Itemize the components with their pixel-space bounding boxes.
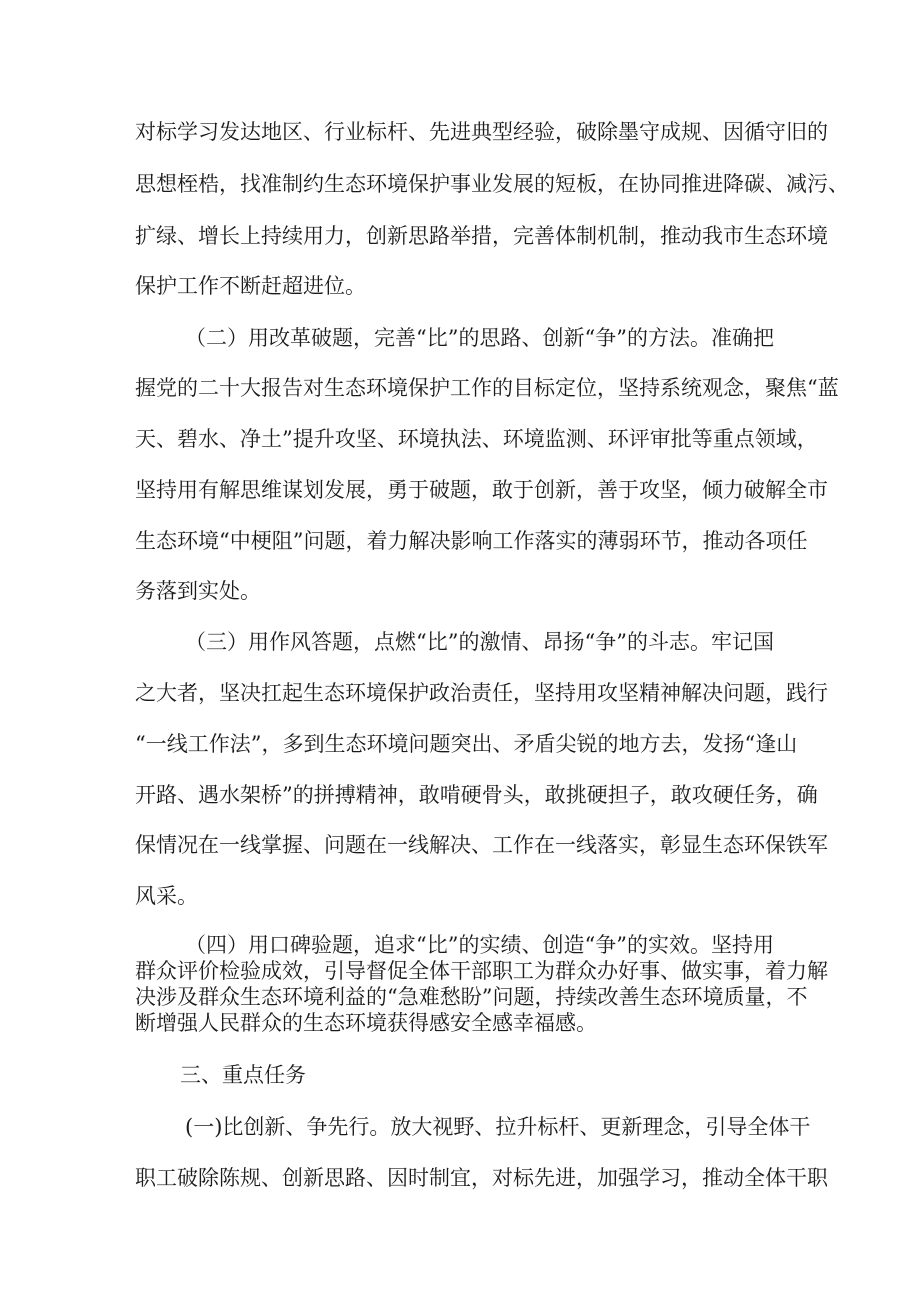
paragraph-line: 职工破除陈规、创新思路、因时制宜，对标先进，加强学习，推动全体干职: [135, 1166, 828, 1190]
paragraph-line: 坚持用有解思维谋划发展，勇于破题，敢于创新，善于攻坚，倾力破解全市: [135, 478, 828, 502]
section-heading: 三、重点任务: [180, 1063, 306, 1087]
paragraph-line: 之大者，坚决扛起生态环境保护政治责任，坚持用攻坚精神解决问题，践行: [135, 681, 828, 705]
paragraph-line: 思想桎梏，找准制约生态环境保护事业发展的短板，在协同推进降碳、减污、: [135, 172, 849, 196]
paragraph-line: （三）用作风答题，点燃“比”的激情、昂扬“争”的斗志。牢记国: [185, 630, 774, 654]
paragraph-line: 开路、遇水架桥”的拼搏精神，敢啃硬骨头，敢挑硬担子，敢攻硬任务，确: [135, 783, 818, 807]
paragraph-line: 扩绿、增长上持续用力，创新思路举措，完善体制机制，推动我市生态环境: [135, 224, 828, 248]
paragraph-line: 保情况在一线掌握、问题在一线解决、工作在一线落实，彰显生态环保铁军: [135, 833, 828, 857]
paragraph-line: 握党的二十大报告对生态环境保护工作的目标定位，坚持系统观念，聚焦“蓝: [135, 376, 839, 400]
paragraph-line: (一)比创新、争先行。放大视野、拉升标杆、更新理念，引导全体干: [185, 1115, 811, 1139]
paragraph-line: （四）用口碑验题，追求“比”的实绩、创造“争”的实效。坚持用: [185, 933, 774, 957]
paragraph-line: 务落到实处。: [135, 579, 261, 603]
paragraph-line: 决涉及群众生态环境利益的“急难愁盼”问题，持续改善生态环境质量，不: [135, 985, 808, 1009]
paragraph-line: 断增强人民群众的生态环境获得感安全感幸福感。: [135, 1011, 597, 1035]
paragraph-line: （二）用改革破题，完善“比”的思路、创新“争”的方法。准确把: [185, 326, 774, 350]
paragraph-line: 风采。: [135, 884, 198, 908]
paragraph-line: 生态环境“中梗阻”问题，着力解决影响工作落实的薄弱环节，推动各项任: [135, 529, 808, 553]
paragraph-line: 对标学习发达地区、行业标杆、先进典型经验，破除墨守成规、因循守旧的: [135, 120, 828, 144]
paragraph-line: 保护工作不断赶超进位。: [135, 274, 366, 298]
paragraph-line: 群众评价检验成效，引导督促全体干部职工为群众办好事、做实事，着力解: [135, 959, 828, 983]
paragraph-line: “一线工作法”，多到生态环境问题突出、矛盾尖锐的地方去，发扬“逢山: [135, 732, 798, 756]
paragraph-line: 天、碧水、净土”提升攻坚、环境执法、环境监测、环评审批等重点领域，: [135, 427, 818, 451]
